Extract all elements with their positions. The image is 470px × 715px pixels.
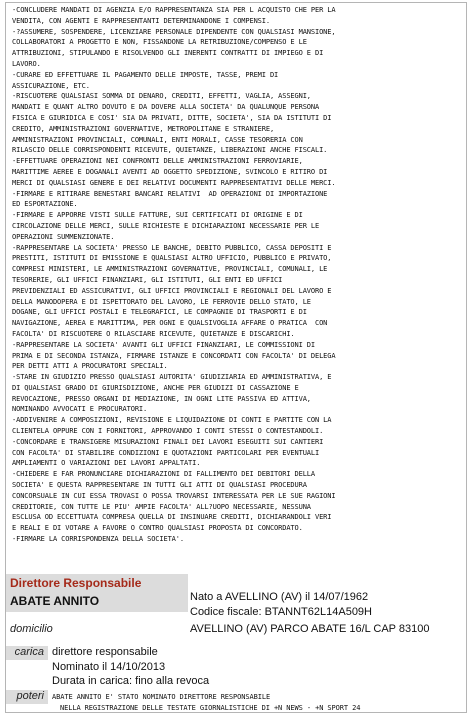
tax-code: Codice fiscale: BTANNT62L14A509H [190, 606, 372, 618]
text-line: MARITTIME AEREE E DOGANALI AVENTI AD OGGETTO SPEDIZIONE, SVINCOLO E RITIRO DI [12, 167, 328, 176]
text-line: REVOCAZIONE, PRESSO ORGANI DI MEDIAZIONE, IN OGNI LITE PASSIVA ED ATTIVA, [12, 394, 311, 403]
text-line: -FIRMARE E APPORRE VISTI SULLE FATTURE, SUI CERTIFICATI DI ORIGINE E DI [12, 211, 303, 220]
text-line: E REALI E DI VOTARE A FAVORE O CONTRO QUALSIASI PROPOSTA DI CONCORDATO. [12, 524, 303, 533]
text-line: -EFFETTUARE OPERAZIONI NEI CONFRONTI DELLE AMMINISTRAZIONI FERROVIARIE, [12, 157, 303, 166]
text-line: TESORERIE, GLI UFFICI FINANZIARI, GLI ISTITUTI, GLI ENTI ED UFFICI [12, 275, 283, 284]
text-line: ESCLUSA OD ECCETTUATA COMPRESA QUELLA DI INSINUARE CREDITI, DICHIARANDOLI VERI [12, 513, 332, 522]
text-line: CIRCOLAZIONE DELLE MERCI, SULLE RICHIESTE E DICHIARAZIONI NECESSARIE PER LE [12, 221, 320, 230]
text-line: AMPLIAMENTI O VARIAZIONI DEI LAVORI APPALTATI. [12, 459, 201, 468]
carica-label: carica [14, 646, 44, 658]
text-line: -RISCUOTERE QUALSIASI SOMMA DI DENARO, CREDITI, EFFETTI, VAGLIA, ASSEGNI, [12, 92, 311, 101]
text-line: AMMINISTRAZIONI PROVINCIALI, COMUNALI, ENTI MORALI, CASSE TESORERIA CON [12, 135, 303, 144]
text-line: DI QUALSIASI GRADO DI GIURISDIZIONE, ANCHE PER GIUDIZI DI CASSAZIONE E [12, 383, 299, 392]
text-line: PER DETTI ATTI A PROCURATORI SPECIALI. [12, 362, 168, 371]
text-line: OPERAZIONI SUMMENZIONATE. [12, 232, 115, 241]
birth-info: Nato a AVELLINO (AV) il 14/07/1962 [190, 591, 369, 603]
text-line: CLIENTELA OPPURE CON I FORNITORI, APPROVANDO I CONTI STESSI O CONTESTANDOLI. [12, 427, 324, 436]
poteri-line-2: NELLA REGISTRAZIONE DELLE TESTATE GIORNALISTICHE DI +N NEWS - +N SPORT 24 [60, 704, 361, 712]
carica-duration: Durata in carica: fino alla revoca [52, 675, 210, 687]
text-line: NAVIGAZIONE, AEREA E MARITTIMA, PER OGNI E QUALSIVOGLIA AFFARE O PRATICA CON [12, 319, 328, 328]
text-line: ED ESPORTAZIONE. [12, 200, 78, 209]
text-line: RILASCIO DELLE CORRISPONDENTI RICEVUTE, QUIETANZE, LIBERAZIONI ANCHE FISCALI. [12, 146, 328, 155]
text-line: PRIMA E DI SECONDA ISTANZA, FIRMARE ISTANZE E CONCORDATI CON FACOLTA' DI DELEGA [12, 351, 336, 360]
text-line: MANDATI E QUANT ALTRO DOVUTO E DA DOVERE ALLA SOCIETA' DA QUALUNQUE PERSONA [12, 103, 320, 112]
text-line: -FIRMARE E RITIRARE BENESTARI BANCARI RELATIVI AD OPERAZIONI DI IMPORTAZIONE [12, 189, 328, 198]
text-line: CREDITORIE, CON TUTTE LE PIU' AMPIE FACOLTA' ALL?UOPO NECESSARIE, NESSUNA [12, 502, 311, 511]
text-line: PREVIDENZIALI ED ASSICURATIVI, GLI UFFICI PROVINCIALI E REGIONALI DEL LAVORO E [12, 286, 332, 295]
domicile-label: domicilio [10, 623, 53, 635]
person-name: ABATE ANNITO [10, 594, 100, 608]
text-line: ASSICURAZIONE, ETC. [12, 81, 90, 90]
poteri-line-1: ABATE ANNITO E' STATO NOMINATO DIRETTORE RESPONSABILE [52, 693, 271, 701]
text-line: SOCIETA' E QUESTA RAPPRESENTARE IN TUTTI GLI ATTI DI QUALSIASI PROCEDURA [12, 481, 307, 490]
text-line: -ADDIVENIRE A COMPOSIZIONI, REVISIONE E LIQUIDAZIONE DI CONTI E PARTITE CON LA [12, 416, 332, 425]
text-line: CON FACOLTA' DI STABILIRE CONDIZIONI E QUOTAZIONI PARTICOLARI PER EVENTUALI [12, 448, 320, 457]
powers-text-block [12, 5, 464, 545]
domicile-address: AVELLINO (AV) PARCO ABATE 16/L CAP 83100 [190, 623, 430, 635]
text-line: DOGANE, GLI UFFICI POSTALI E TELEGRAFICI, LE COMPAGNIE DI TRASPORTI E DI [12, 308, 307, 317]
text-line: COMPRESI MINISTERI, LE AMMINISTRAZIONI GOVERNATIVE, PROVINCIALI, COMUNALI, LE [12, 265, 328, 274]
text-line: CREDITO, AMMINISTRAZIONI GOVERNATIVE, METROPOLITANE E STRANIERE, [12, 124, 275, 133]
text-line: ATTRIBUZIONI, STIPULANDO E RISOLVENDO GLI INERENTI CONTRATTI DI IMPIEGO E DI [12, 49, 324, 58]
text-line: -CONCLUDERE MANDATI DI AGENZIA E/O RAPPRESENTANZA SIA PER L ACQUISTO CHE PER LA [12, 6, 336, 14]
text-line: -?ASSUMERE, SOSPENDERE, LICENZIARE PERSONALE DIPENDENTE CON QUALSIASI MANSIONE, [12, 27, 336, 36]
carica-role: direttore responsabile [52, 646, 158, 658]
text-line: -CURARE ED EFFETTUARE IL PAGAMENTO DELLE IMPOSTE, TASSE, PREMI DI [12, 70, 279, 79]
text-line: -RAPPRESENTARE LA SOCIETA' AVANTI GLI UFFICI FINANZIARI, LE COMMISSIONI DI [12, 340, 315, 349]
text-line: -CONCORDARE E TRANSIGERE MISURAZIONI FINALI DEI LAVORI ESEGUITI SUI CANTIERI [12, 437, 324, 446]
carica-appointed: Nominato il 14/10/2013 [52, 661, 166, 673]
text-line: -CHIEDERE E FAR PRONUNCIARE DICHIARAZIONI DI FALLIMENTO DEI DEBITORI DELLA [12, 470, 315, 479]
text-line: -FIRMARE LA CORRISPONDENZA DELLA SOCIETA'. [12, 535, 184, 544]
text-line: NOMINANDO AVVOCATI E PROCURATORI. [12, 405, 148, 414]
section-title: Direttore Responsabile [10, 576, 142, 590]
text-line: DELLA MANODOPERA E DI ISPETTORATO DEL LAVORO, LE FERROVIE DELLO STATO, LE [12, 297, 311, 306]
text-line: MERCI DI QUALSIASI GENERE E DEI RELATIVI DOCUMENTI RAPPRESENTATIVI DELLE MERCI. [12, 178, 336, 187]
text-line: -STARE IN GIUDIZIO PRESSO QUALSIASI AUTORITA' GIUDIZIARIA ED AMMINISTRATIVA, E [12, 373, 332, 382]
text-line: COLLABORATORI A PROGETTO E NON, FISSANDONE LA RETRIBUZIONE/COMPENSO E LE [12, 38, 307, 47]
person-header [6, 574, 188, 612]
poteri-label: poteri [16, 690, 44, 702]
text-line: VENDITA, CON AGENTI E RAPPRESENTANTI DETERMINANDONE I COMPENSI. [12, 16, 270, 25]
text-line: PRESTITI, ISTITUTI DI EMISSIONE E QUALSIASI ALTRO UFFICIO, PUBBLICO E PRIVATO, [12, 254, 332, 263]
text-line: -RAPPRESENTARE LA SOCIETA' PRESSO LE BANCHE, DEBITO PUBBLICO, CASSA DEPOSITI E [12, 243, 332, 252]
text-line: LAVORO. [12, 59, 41, 68]
text-line: FACOLTA' DI RISCUOTERE O RILASCIARE RICEVUTE, QUIETANZE E DISCARICHI. [12, 329, 295, 338]
document-page [5, 2, 467, 713]
text-line: CONCORSUALE IN CUI ESSA TROVASI O POSSA TROVARSI INTERESSATA PER LE SUE RAGIONI [12, 491, 336, 500]
text-line: FISICA E GIURIDICA E COSI' SIA DA PRIVATI, DITTE, SOCIETA', SIA DA ISTITUTI DI [12, 113, 332, 122]
